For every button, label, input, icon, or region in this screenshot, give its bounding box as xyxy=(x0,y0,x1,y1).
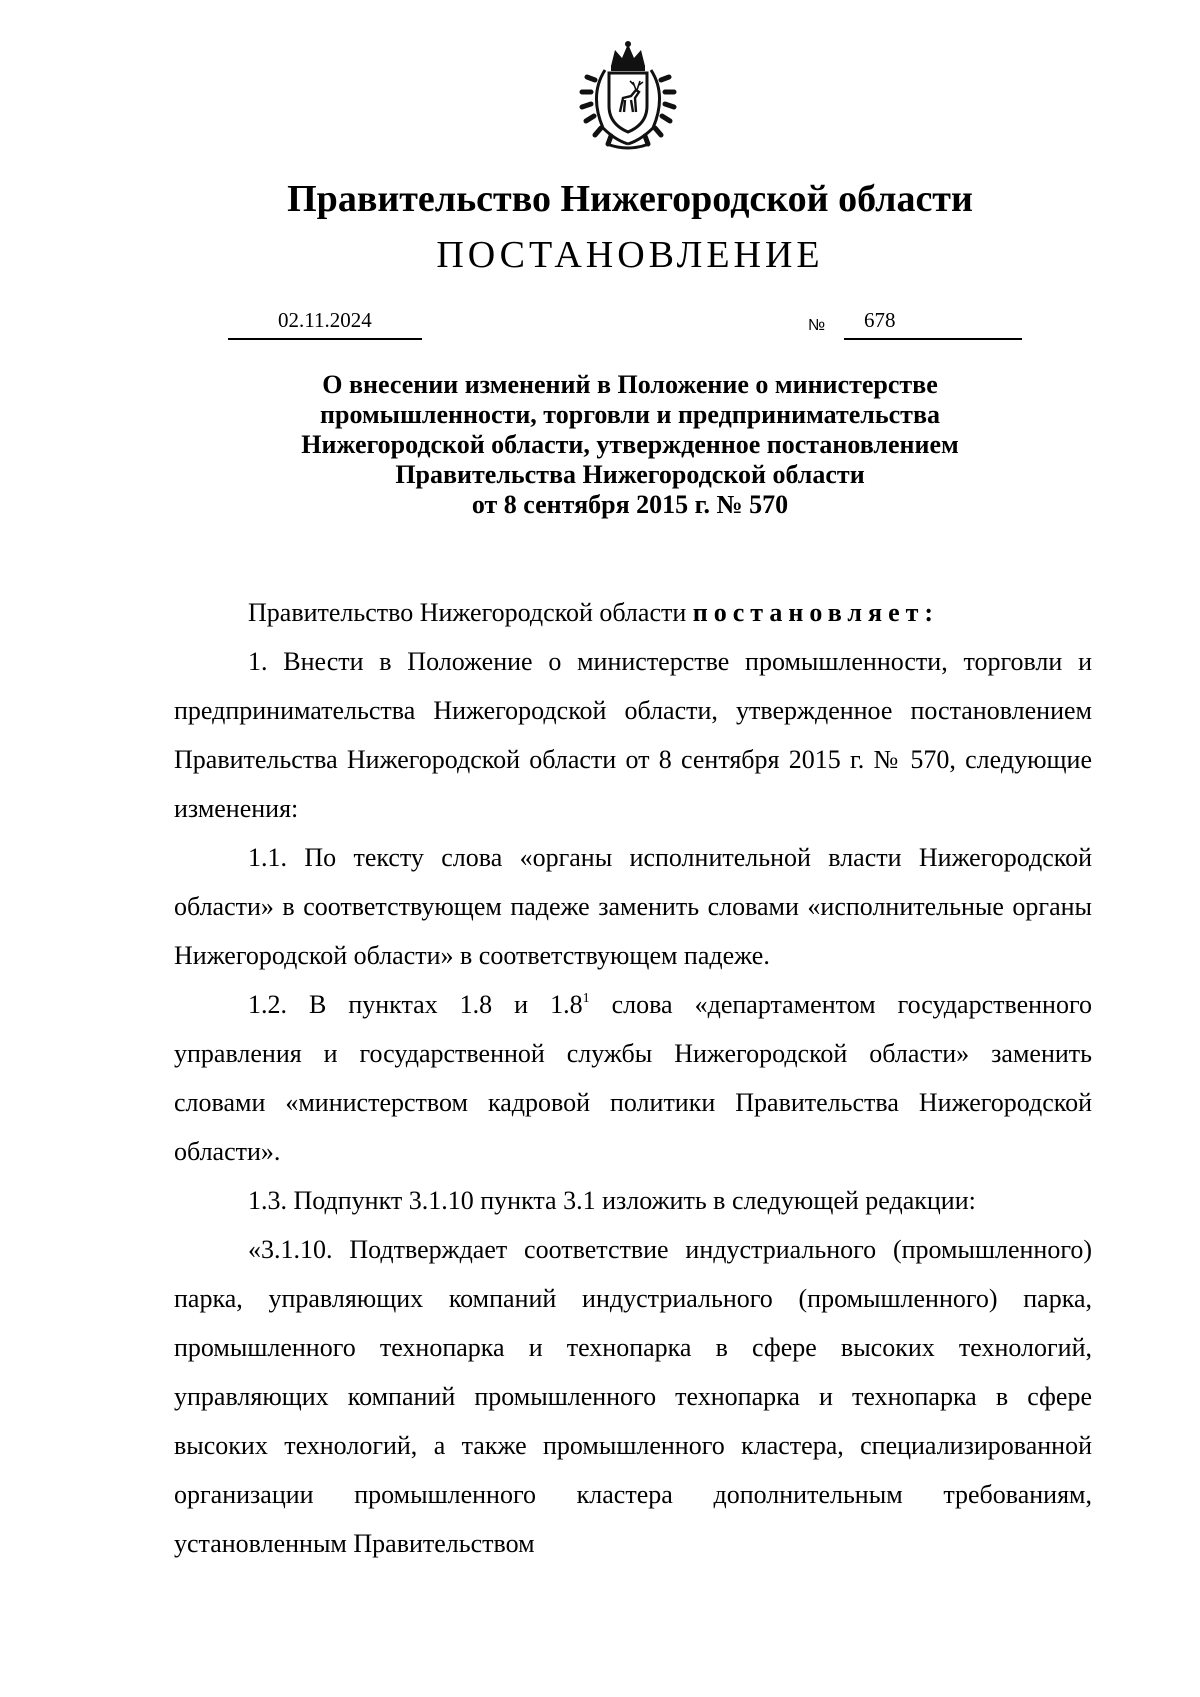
paragraph-1: 1. Внести в Положение о министерстве промышленности, торговли и предпринимательства Нижегородской области, утвержденное постановлением Правительства Нижегородской области от 8 сентября 2015 г. № 570, следующие изменения: xyxy=(174,647,1092,823)
subject-line: О внесении изменений в Положение о министерстве xyxy=(322,370,938,399)
document-number: 678 xyxy=(864,308,896,332)
subject-line: промышленности, торговли и предпринимательства xyxy=(320,400,940,429)
document-date: 02.11.2024 xyxy=(278,308,372,332)
document-type: ПОСТАНОВЛЕНИЕ xyxy=(436,234,824,276)
paragraph-1-2-pre: 1.2. В пунктах 1.8 и 1.8 xyxy=(248,990,583,1019)
document-body xyxy=(174,588,1092,1568)
subject-line: Правительства Нижегородской области xyxy=(395,460,865,489)
subject-line: Нижегородской области, утвержденное постановлением xyxy=(301,430,959,459)
paragraph-1-2-post: слова «департаментом государственного управления и государственной службы Нижегородской области» заменить словами «министерством кадровой политики Правительства Нижегородской области». xyxy=(174,990,1092,1166)
superscript: 1 xyxy=(582,991,590,1006)
number-field xyxy=(844,306,1022,340)
document-subject xyxy=(0,370,1200,520)
paragraph-1-3: 1.3. Подпункт 3.1.10 пункта 3.1 изложить в следующей редакции: xyxy=(248,1186,976,1215)
intro-paragraph xyxy=(174,588,1092,637)
coat-of-arms-icon xyxy=(573,40,683,152)
paragraph-3-1-10: «3.1.10. Подтверждает соответствие индустриального (промышленного) парка, управляющих компаний индустриального (промышленного) парка, промышленного технопарка и технопарка в сфере высоких технологий, управляющих компаний промышленного технопарка и технопарка в сфере высоких технологий, а также промышленного кластера, специализированной организации промышленного кластера дополнительным требованиям, установленным Правительством xyxy=(174,1235,1092,1558)
intro-action: постановляет: xyxy=(692,598,940,627)
organization-name: Правительство Нижегородской области xyxy=(287,178,973,220)
subject-line: от 8 сентября 2015 г. № 570 xyxy=(471,490,789,519)
intro-prefix: Правительство Нижегородской области xyxy=(248,598,693,627)
paragraph-1-1: 1.1. По тексту слова «органы исполнительной власти Нижегородской области» в соответствующем падеже заменить словами «исполнительные органы Нижегородской области» в соответствующем падеже. xyxy=(174,843,1092,970)
number-sign: № xyxy=(808,317,826,334)
date-field xyxy=(228,306,422,340)
paragraph-1-2 xyxy=(174,980,1092,1176)
